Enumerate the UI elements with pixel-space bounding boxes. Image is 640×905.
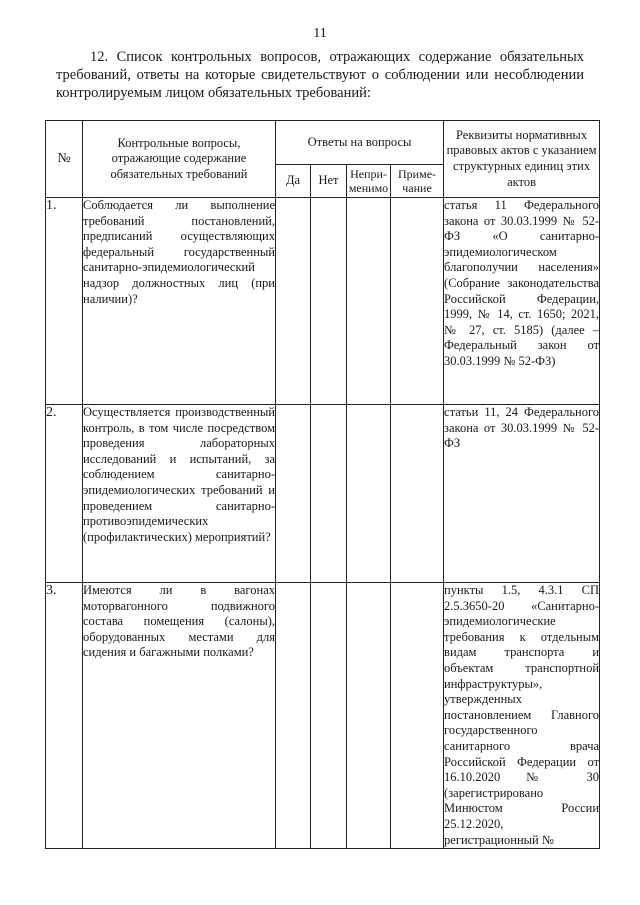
answer-note-cell[interactable]: [391, 405, 444, 583]
answer-no-cell[interactable]: [311, 583, 347, 849]
answer-no-cell[interactable]: [311, 198, 347, 405]
table-row: [46, 405, 600, 583]
header-no: Нет: [311, 165, 347, 198]
answer-no-cell[interactable]: [311, 405, 347, 583]
row-number: 2.: [46, 405, 83, 583]
header-num: №: [46, 121, 83, 198]
answer-not-applicable-cell[interactable]: [347, 405, 391, 583]
table-row: [46, 583, 600, 849]
header-not-applicable: Непри-менимо: [347, 165, 391, 198]
answer-note-cell[interactable]: [391, 583, 444, 849]
row-requisites: статьи 11, 24 Федерального закона от 30.03.1999 № 52-ФЗ: [444, 405, 600, 583]
header-question: Контрольные вопросы, отражающие содержание обязательных требований: [83, 121, 276, 198]
row-number: 3.: [46, 583, 83, 849]
checklist-table: [45, 120, 600, 849]
row-number: 1.: [46, 198, 83, 405]
answer-not-applicable-cell[interactable]: [347, 583, 391, 849]
answer-yes-cell[interactable]: [276, 583, 311, 849]
row-requisites: статья 11 Федерального закона от 30.03.1999 № 52-ФЗ «О санитарно-эпидемиологическом благополучии населения» (Собрание законодательства Российской Федерации, 1999, № 14, ст. 1650; 2021, № 27, ст. 5185) (далее – Федеральный закон от 30.03.1999 № 52-ФЗ): [444, 198, 600, 405]
row-question: Осуществляется производственный контроль, в том числе посредством проведения лабораторных исследований и испытаний, за соблюдением санитарно-эпидемиологических требований и проведением санитарно-противоэпидемических (профилактических) мероприятий?: [83, 405, 276, 583]
section-intro: 12. Список контрольных вопросов, отражающих содержание обязательных требований, ответы на которые свидетельствуют о соблюдении или несоблюдении контролируемым лицом обязательных требований:: [56, 49, 584, 101]
header-yes: Да: [276, 165, 311, 198]
row-question: Соблюдается ли выполнение требований постановлений, предписаний осуществляющих федеральный государственный санитарно-эпидемиологический надзор должностных лиц (при наличии)?: [83, 198, 276, 405]
header-requisites: Реквизиты нормативных правовых актов с указанием структурных единиц этих актов: [444, 121, 600, 198]
page-number: 11: [313, 26, 327, 41]
header-note: Приме-чание: [391, 165, 444, 198]
answer-not-applicable-cell[interactable]: [347, 198, 391, 405]
answer-yes-cell[interactable]: [276, 198, 311, 405]
answer-note-cell[interactable]: [391, 198, 444, 405]
table-row: [46, 198, 600, 405]
header-answers: Ответы на вопросы: [276, 121, 444, 165]
row-question: Имеются ли в вагонах моторвагонного подвижного состава помещения (салоны), оборудованных местами для сидения и багажными полками?: [83, 583, 276, 849]
answer-yes-cell[interactable]: [276, 405, 311, 583]
row-requisites: пункты 1.5, 4.3.1 СП 2.5.3650-20 «Санитарно-эпидемиологические требования к отдельным видам транспорта и объектам транспортной инфраструктуры», утвержденных постановлением Главного государственного санитарного врача Российской Федерации от 16.10.2020 № 30 (зарегистрировано Минюстом России 25.12.2020, регистрационный №: [444, 583, 600, 849]
